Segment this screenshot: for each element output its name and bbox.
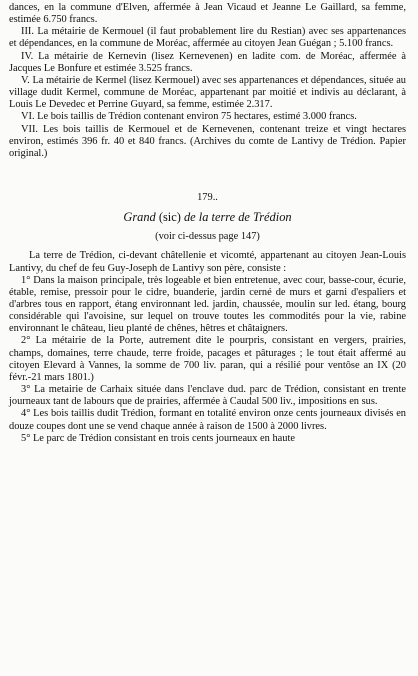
body-intro: La terre de Trédion, ci-devant châtellenie et vicomté, appartenant au citoyen Jean-Louis Lantivy, du chef de feu Guy-Joseph de Lantivy son père, consiste :: [9, 250, 406, 274]
paragraph-item-4: IV. La métairie de Kernevin (lisez Kernevenen) en ladite com. de Moréac, affermée à Jacques Le Bonfure et estimée 3.525 francs.: [9, 50, 406, 74]
body-item-2: 2° La métairie de la Porte, autrement dite le pourpris, consistant en vergers, prairies, champs, domaines, terre chaude, terre froide, pacages et pâturages ; le tout était affermé au citoyen Elevard à Vannes, la somme de 700 liv. paran, qui a résilié pour ventôse an IX (20 févr.-21 mars 1801.): [9, 335, 406, 383]
section-gap: [9, 160, 406, 172]
body-item-4: 4° Les bois taillis dudit Trédion, formant en totalité environ onze cents journeaux divisés en douze coupes dont une se vend chaque année à raison de 1500 à 2000 livres.: [9, 408, 406, 432]
paragraph-item-7: VII. Les bois taillis de Kermouel et de Kernevenen, contenant treize et vingt hectares environ, estimés 396 fr. 40 et 840 francs. (Archives du comte de Lantivy de Trédion. Papier original.): [9, 123, 406, 159]
paragraph-item-6: VI. Le bois taillis de Trédion contenant environ 75 hectares, estimé 3.000 francs.: [21, 111, 357, 123]
paragraph-continuation: dances, en la commune d'Elven, affermée à Jean Vicaud et Jeanne Le Gaillard, sa femme, estimée 6.750 francs.: [9, 2, 406, 26]
section-title: [9, 210, 406, 224]
section-title-grand: Grand: [123, 210, 159, 225]
section-title-sic: (sic): [158, 210, 181, 225]
section-reference: (voir ci-dessus page 147): [155, 231, 260, 243]
section-number: 179..: [197, 192, 218, 204]
body-item-5: 5° Le parc de Trédion consistant en trois cents journeaux en haute: [21, 432, 295, 444]
body-item-3: 3° La metairie de Carhaix située dans l'enclave dud. parc de Trédion, consistant en trente journeaux tant de labours que de prairies, affermée à Caudal 500 liv., impositions en sus.: [9, 384, 406, 408]
paragraph-item-5: V. La métairie de Kermel (lisez Kermouel) avec ses appartenances et dépendances, située au village dudit Kermel, commune de Moréac, appartenant par moitié et indivis au déclarant, à Louis Le Devedec et Perrine Guyard, sa femme, estimée 2.317.: [9, 74, 406, 111]
paragraph-item-3: III. La métairie de Kermouel (il faut probablement lire du Restian) avec ses appartenances et dépendances, en la commune de Moréac, affermée au citoyen Jean Guégan ; 5.100 francs.: [9, 26, 406, 50]
section-title-rest: de la terre de Trédion: [180, 210, 292, 225]
body-item-1: 1° Dans la maison principale, très logeable et bien entretenue, avec cour, basse-cour, écurie, étable, remise, pressoir pour le cidre, buanderie, jardin cerné de murs et garni d'espaliers et d'arbres tous en rapport, étang environnant led. jardin, chaussée, moulin sur led. étang, bourg considérable qui l'avoisine, sur lequel on trouve toutes les commodités pour la vie, rabine environnant le château, lieu planté de chênes, hêtres et châtaigners.: [9, 274, 406, 335]
